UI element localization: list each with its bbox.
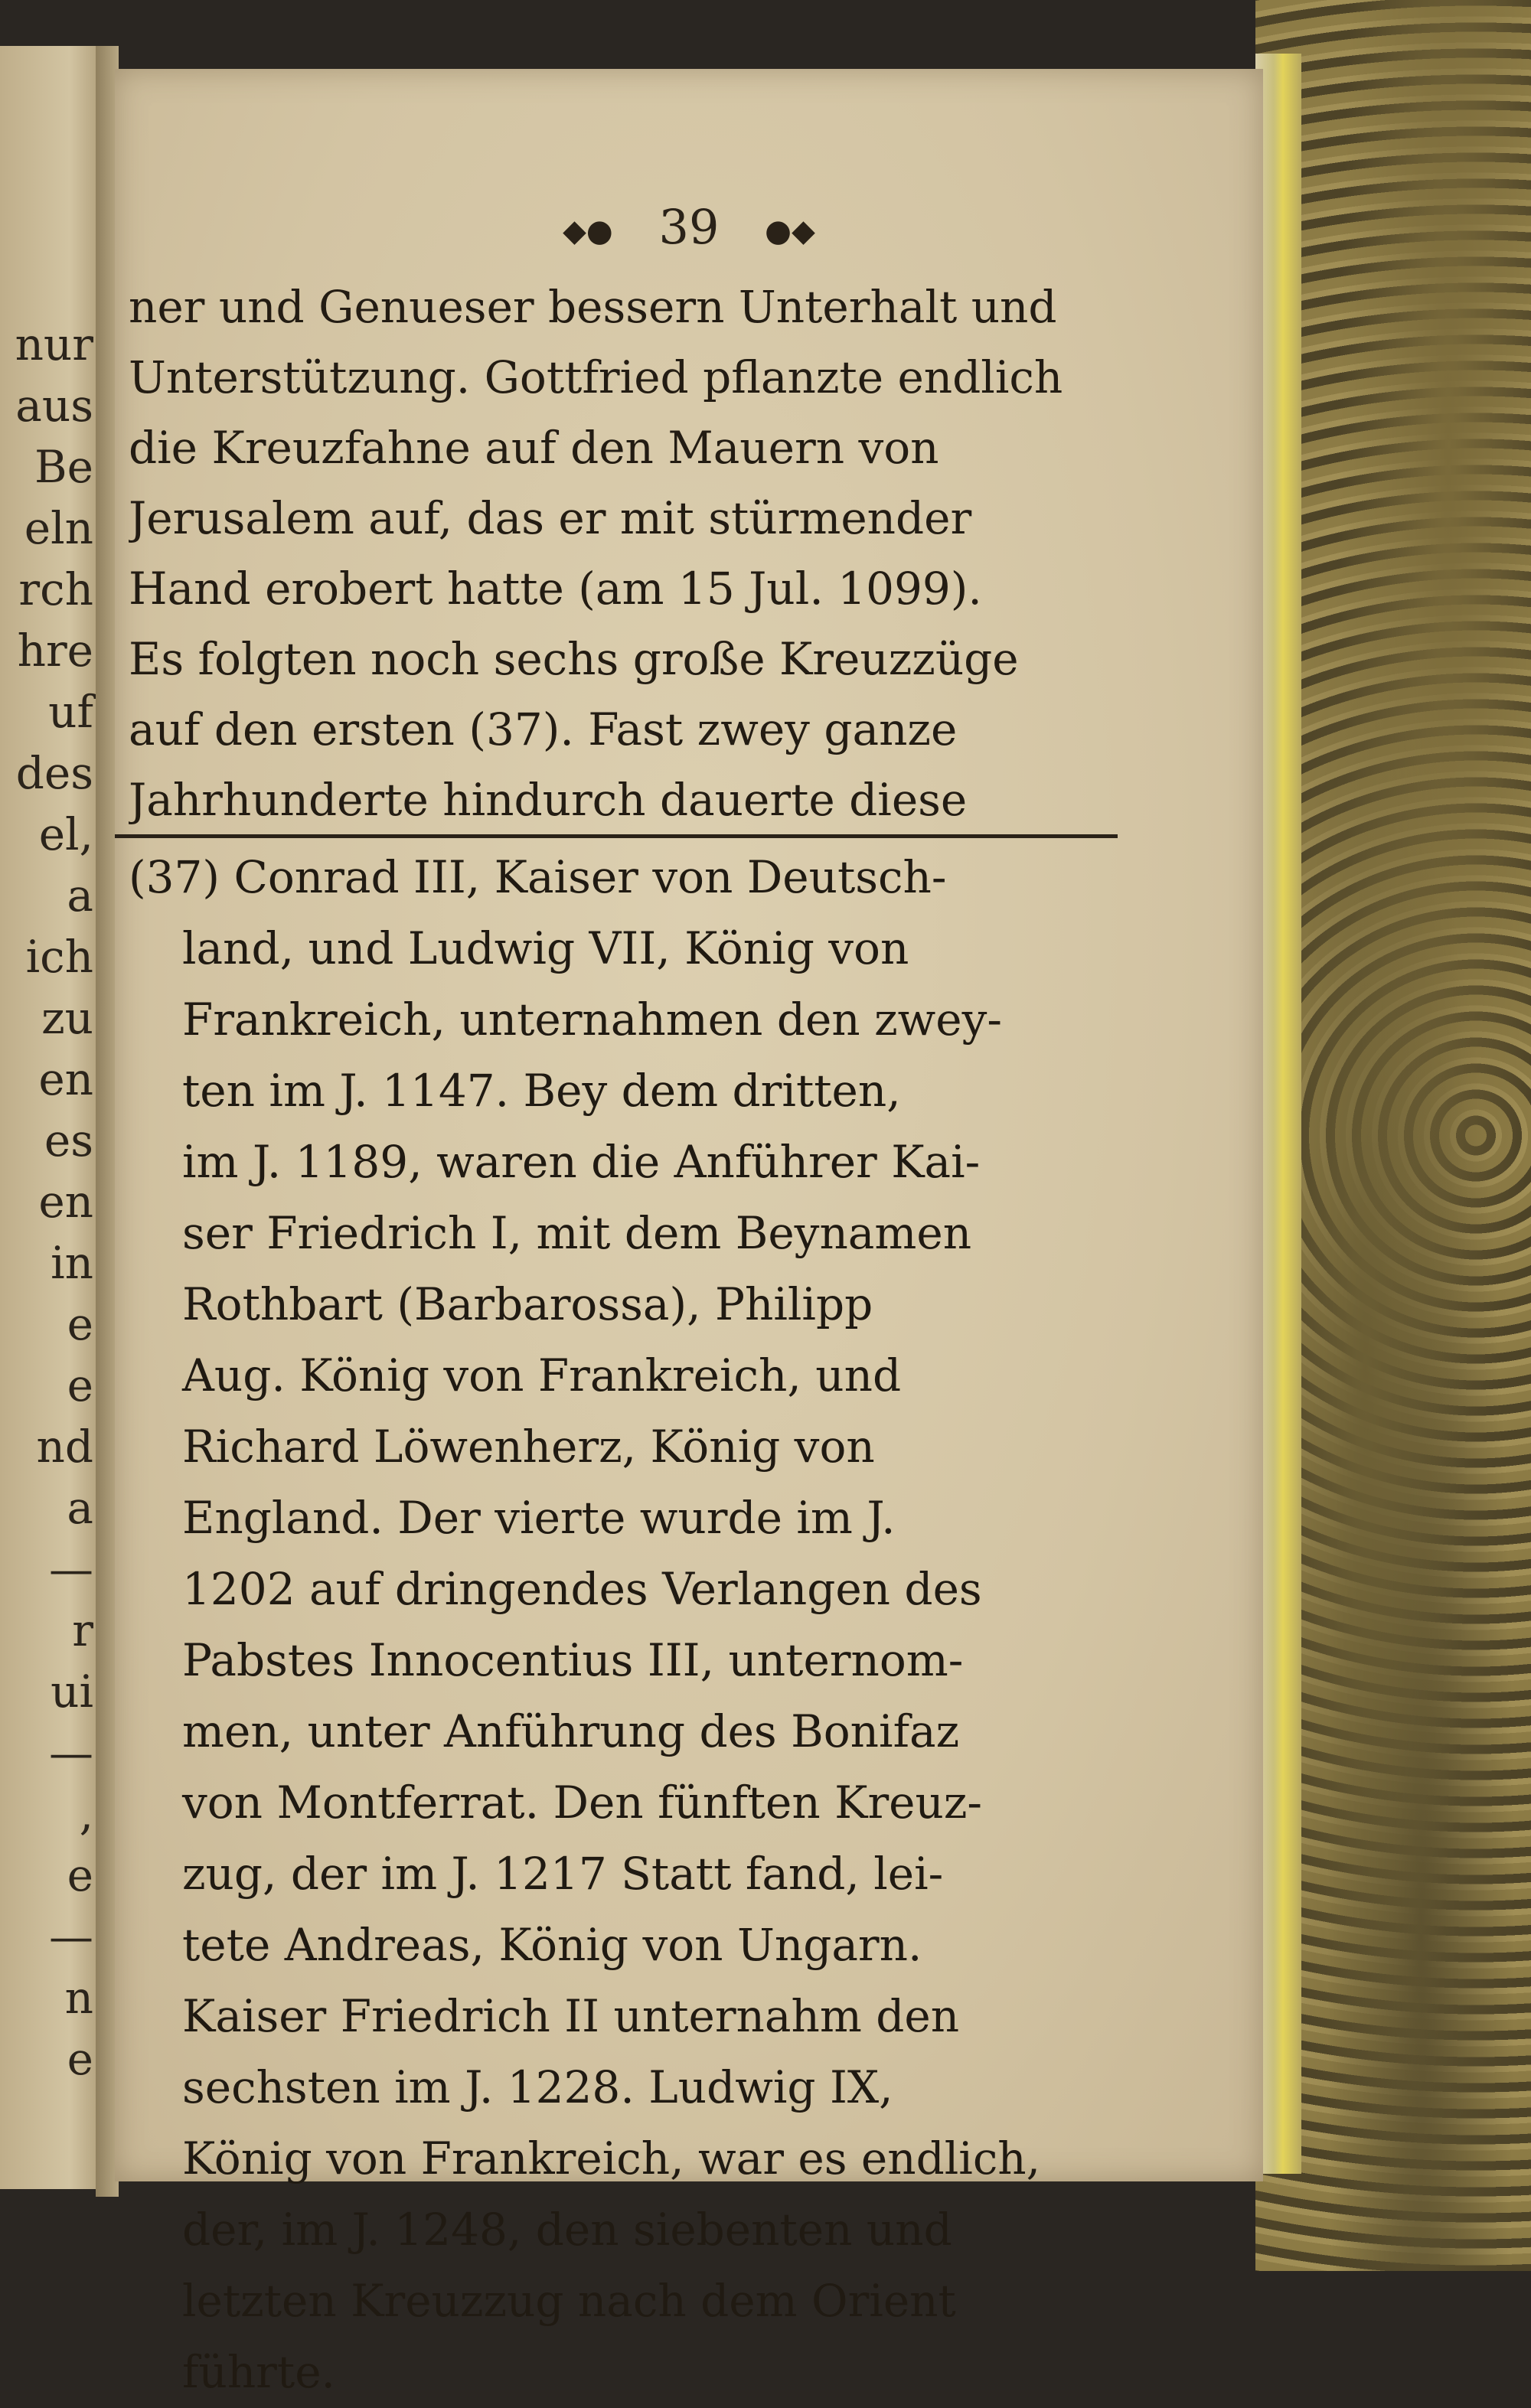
left-page-fragment: nd: [36, 1421, 93, 1473]
footnote-line: men, unter Anführung des Bonifaz: [182, 1705, 960, 1757]
left-page-fragment: e: [67, 1298, 93, 1350]
left-page: [0, 46, 100, 2189]
text-line: Hand erobert hatte (am 15 Jul. 1099).: [129, 563, 982, 615]
left-page-fragment: nur: [15, 318, 93, 370]
left-page-fragment: zu: [41, 992, 93, 1044]
left-page-fragment: e: [67, 1849, 93, 1901]
text-line: Unterstützung. Gottfried pflanzte endlich: [129, 351, 1063, 403]
left-page-text-fragments: [0, 314, 100, 2090]
footnote-line: führte.: [182, 2346, 335, 2398]
text-line: Es folgten noch sechs große Kreuzzüge: [129, 633, 1019, 685]
text-line: Jerusalem auf, das er mit stürmender: [129, 492, 972, 544]
footnote-line: im J. 1189, waren die Anführer Kai-: [182, 1136, 981, 1188]
left-page-fragment: eln: [24, 502, 93, 554]
left-page-fragment: e: [67, 2033, 93, 2085]
left-page-fragment: ,: [79, 1788, 93, 1840]
page-header: [115, 199, 1263, 268]
left-page-fragment: rch: [18, 563, 93, 615]
left-page-fragment: —: [49, 1543, 93, 1595]
left-page-fragment: en: [38, 1053, 93, 1105]
main-text: [115, 272, 1239, 835]
footnote-line: Kaiser Friedrich II unternahm den: [182, 1990, 960, 2042]
text-line: auf den ersten (37). Fast zwey ganze: [129, 703, 958, 755]
left-page-fragment: in: [51, 1237, 93, 1289]
left-page-fragment: —: [49, 1910, 93, 1963]
right-page: [115, 69, 1263, 2398]
footnote-line: von Montferrat. Den fünften Kreuz-: [182, 1777, 983, 1829]
left-page-fragment: ich: [25, 931, 93, 983]
left-page-fragment: en: [38, 1176, 93, 1228]
footnote-line: ser Friedrich I, mit dem Beynamen: [182, 1207, 972, 1259]
left-page-fragment: el,: [38, 808, 93, 860]
footnote-line: England. Der vierte wurde im J.: [182, 1492, 896, 1544]
footnote-line: (37) Conrad III, Kaiser von Deutsch-: [129, 851, 947, 903]
footnote-line: land, und Ludwig VII, König von: [182, 922, 909, 974]
left-page-fragment: aus: [15, 380, 93, 432]
left-page-fragment: hre: [17, 625, 93, 677]
footnote-line: tete Andreas, König von Ungarn.: [182, 1919, 922, 1971]
left-page-fragment: a: [67, 870, 93, 922]
left-page-fragment: ui: [51, 1666, 93, 1718]
footnote: [115, 842, 1239, 2408]
footnote-line: Richard Löwenherz, König von: [182, 1421, 875, 1473]
header-ornament-right: ●◆: [765, 213, 815, 249]
text-line: ner und Genueser bessern Unterhalt und: [129, 281, 1057, 333]
footnote-line: Rothbart (Barbarossa), Philipp: [182, 1278, 873, 1330]
footnote-line: sechsten im J. 1228. Ludwig IX,: [182, 2061, 893, 2113]
footnote-line: letzten Kreuzzug nach dem Orient: [182, 2275, 956, 2327]
footnote-rule: [115, 834, 1118, 838]
footnote-line: zug, der im J. 1217 Statt fand, lei-: [182, 1848, 944, 1900]
footnote-line: Pabstes Innocentius III, unternom-: [182, 1634, 964, 1686]
footnote-line: ten im J. 1147. Bey dem dritten,: [182, 1065, 901, 1117]
left-page-fragment: r: [72, 1604, 93, 1656]
left-page-fragment: n: [64, 1972, 93, 2024]
footnote-line: 1202 auf dringendes Verlangen des: [182, 1563, 982, 1615]
footnote-line: Aug. König von Frankreich, und: [182, 1349, 902, 1401]
left-page-fragment: des: [15, 747, 93, 799]
left-page-fragment: e: [67, 1359, 93, 1411]
left-page-fragment: Be: [34, 441, 93, 493]
footnote-line: König von Frankreich, war es endlich,: [182, 2132, 1041, 2184]
header-ornament-left: ◆●: [563, 213, 613, 249]
left-page-fragment: a: [67, 1482, 93, 1534]
left-page-fragment: es: [44, 1114, 93, 1166]
left-page-fragment: —: [49, 1727, 93, 1779]
text-line: Jahrhunderte hindurch dauerte diese: [129, 774, 968, 826]
text-line: die Kreuzfahne auf den Mauern von: [129, 422, 939, 474]
page-number: 39: [658, 199, 720, 255]
footnote-line: Frankreich, unternahmen den zwey-: [182, 994, 1002, 1046]
footnote-line: der, im J. 1248, den siebenten und: [182, 2204, 952, 2256]
left-page-fragment: uf: [48, 686, 93, 738]
